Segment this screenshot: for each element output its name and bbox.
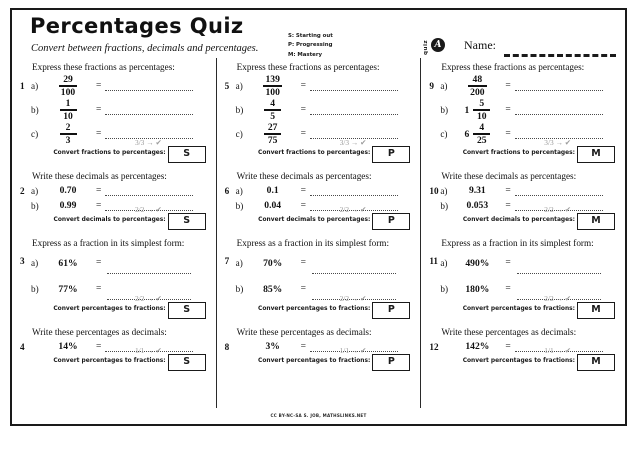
fraction — [59, 75, 77, 97]
skill-label: Convert fractions to percentages: — [462, 150, 576, 156]
question-operand — [251, 284, 295, 295]
skill-level-badge[interactable]: M — [577, 146, 615, 163]
question-part-letter: b) — [31, 284, 39, 294]
equals-sign: = — [505, 105, 511, 115]
skill-footer-row — [225, 294, 413, 318]
name-field-label: Name: — [464, 38, 496, 52]
answer-line[interactable] — [107, 273, 191, 274]
question-row — [225, 250, 413, 276]
question-part-letter: a) — [440, 258, 448, 268]
question-number: 5 — [224, 81, 230, 91]
question-row — [20, 183, 208, 198]
question-operand — [46, 75, 90, 97]
score-mark: 1/1 → ✔ — [544, 346, 572, 355]
answer-line[interactable] — [310, 195, 398, 196]
question-part-letter: b) — [440, 105, 448, 115]
skill-label: Convert percentages to fractions: — [53, 358, 166, 364]
fraction — [60, 99, 77, 121]
question-number: 2 — [20, 186, 25, 196]
question-value: 180% — [465, 283, 490, 295]
question-prompt: Write these decimals as percentages: — [441, 171, 577, 181]
score-mark: 3/3 → ✔ — [544, 138, 572, 147]
fraction-numerator: 27 — [267, 121, 278, 133]
question-value: 70% — [263, 257, 283, 269]
name-field-line[interactable] — [504, 54, 616, 57]
fraction-denominator: 3 — [65, 134, 71, 146]
skill-footer-row — [20, 294, 208, 318]
fraction — [264, 123, 281, 145]
answer-space[interactable] — [515, 252, 617, 274]
score-mark: 1/1 → ✔ — [134, 346, 162, 355]
question-value: 14% — [58, 341, 78, 352]
question-operand — [251, 123, 295, 145]
fraction — [468, 75, 486, 97]
legend-item-starting: S: Starting out — [288, 33, 333, 39]
score-mark: 2/2 → ✔ — [544, 294, 572, 303]
equals-sign: = — [300, 284, 307, 294]
question-value: 85% — [263, 283, 283, 295]
equals-sign: = — [300, 129, 307, 139]
fraction — [473, 123, 490, 145]
question-part-letter: c) — [440, 129, 448, 139]
skill-label: Convert percentages to fractions: — [53, 306, 166, 312]
question-row — [429, 98, 617, 122]
question-row — [20, 250, 208, 276]
question-operand — [46, 341, 90, 352]
equals-sign: = — [505, 341, 511, 352]
question-row — [20, 276, 208, 302]
answer-line[interactable] — [105, 195, 193, 196]
equals-sign: = — [300, 200, 307, 211]
answer-line[interactable] — [515, 90, 603, 91]
score-mark: 2/2 → ✔ — [544, 205, 572, 214]
question-row — [225, 276, 413, 302]
score-mark: 2/2 → ✔ — [134, 205, 162, 214]
question-row — [225, 74, 413, 98]
legend-item-mastery: M: Mastery — [288, 51, 323, 58]
fraction-numerator: 2 — [65, 121, 71, 133]
equals-sign: = — [96, 129, 102, 139]
page-subtitle: Convert between fractions, decimals and percentages. — [31, 43, 259, 54]
answer-line[interactable] — [517, 273, 601, 274]
question-row — [225, 183, 413, 198]
question-value: 61% — [58, 257, 78, 269]
skill-level-badge[interactable]: M — [577, 302, 615, 319]
legend-item-progressing: P: Progressing — [288, 42, 333, 49]
question-number: 12 — [429, 342, 439, 352]
question-row — [429, 122, 617, 146]
answer-line[interactable] — [105, 114, 193, 115]
question-columns — [12, 58, 625, 408]
answer-line[interactable] — [310, 114, 398, 115]
question-value: 9.31 — [468, 185, 486, 196]
fraction-numerator: 48 — [472, 73, 483, 85]
question-value: 490% — [465, 257, 490, 269]
mixed-number-whole: 6 — [464, 128, 470, 140]
question-part-letter: a) — [31, 258, 39, 268]
question-number: 3 — [20, 256, 25, 266]
question-number: 8 — [224, 342, 230, 352]
equals-sign: = — [300, 258, 307, 268]
question-operand — [251, 341, 295, 352]
question-row — [20, 198, 208, 213]
skill-label: Convert percentages to fractions: — [462, 358, 576, 364]
skill-label: Convert decimals to percentages: — [258, 217, 371, 223]
question-operand — [251, 185, 295, 196]
question-operand — [455, 185, 499, 196]
skill-label: Convert fractions to percentages: — [258, 150, 371, 156]
fraction — [473, 99, 490, 121]
equals-sign: = — [300, 185, 307, 196]
equals-sign: = — [96, 81, 102, 91]
question-operand — [455, 99, 499, 121]
answer-space[interactable] — [105, 252, 207, 274]
skill-level-badge[interactable]: S — [168, 146, 206, 163]
fraction-denominator: 25 — [476, 134, 487, 146]
question-part-letter: c) — [235, 129, 243, 139]
fraction-denominator: 5 — [270, 110, 276, 122]
equals-sign: = — [505, 284, 511, 294]
question-block — [429, 62, 617, 162]
question-prompt: Write these percentages as decimals: — [236, 327, 372, 337]
question-value: 142% — [465, 341, 490, 352]
skill-level-badge[interactable]: M — [577, 213, 615, 230]
fraction-numerator: 1 — [65, 97, 71, 109]
question-block — [225, 171, 413, 229]
question-operand — [46, 123, 90, 145]
answer-line[interactable] — [515, 195, 603, 196]
worksheet-header — [12, 10, 625, 58]
fraction-numerator: 4 — [270, 97, 276, 109]
question-row — [225, 122, 413, 146]
question-row — [429, 198, 617, 213]
equals-sign: = — [505, 129, 511, 139]
question-row — [429, 183, 617, 198]
question-block — [20, 171, 208, 229]
skill-label: Convert percentages to fractions: — [462, 306, 576, 312]
question-prompt: Express these fractions as percentages: — [32, 62, 175, 72]
question-row — [225, 198, 413, 213]
skill-level-badge[interactable]: S — [168, 213, 206, 230]
question-value: 0.04 — [264, 200, 282, 211]
question-operand — [46, 200, 90, 211]
attribution-text: CC BY-NC-SA S. JOB, MATHSLINKS.NET — [270, 413, 367, 418]
grade-legend — [288, 32, 333, 60]
question-operand — [46, 99, 90, 121]
skill-level-badge[interactable]: P — [372, 354, 410, 371]
question-operand — [455, 258, 499, 269]
fraction — [264, 99, 281, 121]
skill-label: Convert percentages to fractions: — [258, 358, 371, 364]
question-operand — [251, 99, 295, 121]
score-mark: 2/2 → ✔ — [339, 294, 367, 303]
question-part-letter: a) — [31, 81, 39, 91]
skill-level-badge[interactable]: S — [168, 302, 206, 319]
answer-line[interactable] — [105, 90, 193, 91]
fraction-numerator: 4 — [479, 121, 485, 133]
question-block — [20, 238, 208, 318]
question-part-letter: b) — [31, 105, 39, 115]
question-row — [429, 250, 617, 276]
question-value: 77% — [58, 283, 78, 295]
question-operand — [46, 284, 90, 295]
skill-label: Convert decimals to percentages: — [462, 217, 576, 223]
question-column-1 — [12, 58, 216, 408]
equals-sign: = — [300, 105, 307, 115]
question-part-letter: b) — [440, 200, 448, 211]
fraction — [60, 123, 77, 145]
question-number: 10 — [429, 186, 439, 196]
question-part-letter: b) — [235, 284, 244, 294]
score-mark: 1/1 → ✔ — [339, 346, 367, 355]
skill-level-badge[interactable]: P — [372, 146, 410, 163]
skill-level-badge[interactable]: P — [372, 213, 410, 230]
question-prompt: Express as a fraction in its simplest form: — [32, 238, 185, 248]
question-row — [225, 339, 413, 354]
question-row — [429, 339, 617, 354]
question-prompt: Write these decimals as percentages: — [32, 171, 167, 181]
question-part-letter: a) — [440, 185, 448, 196]
score-mark: 2/2 → ✔ — [134, 294, 162, 303]
fraction-denominator: 10 — [476, 110, 487, 122]
question-part-letter: a) — [235, 185, 243, 196]
question-row — [225, 98, 413, 122]
question-operand — [251, 258, 295, 269]
equals-sign: = — [96, 258, 102, 268]
question-part-letter: a) — [440, 81, 448, 91]
question-row — [429, 276, 617, 302]
question-value: 0.99 — [59, 200, 77, 211]
answer-line[interactable] — [312, 273, 396, 274]
question-value: 0.1 — [266, 185, 279, 196]
fraction-denominator: 100 — [60, 86, 76, 98]
question-part-letter: a) — [31, 185, 39, 196]
question-block — [20, 62, 208, 162]
question-prompt: Express as a fraction in its simplest form: — [236, 238, 390, 248]
question-part-letter: b) — [31, 200, 39, 211]
fraction-denominator: 200 — [470, 86, 485, 98]
score-mark: 3/3 → ✔ — [134, 138, 162, 147]
question-part-letter: a) — [235, 81, 243, 91]
fraction-denominator: 75 — [267, 134, 278, 146]
question-block — [225, 327, 413, 370]
question-block — [429, 171, 617, 229]
skill-level-badge[interactable]: P — [372, 302, 410, 319]
question-number: 7 — [224, 256, 230, 266]
fraction — [263, 75, 281, 97]
skill-footer-row — [429, 294, 617, 318]
question-row — [20, 98, 208, 122]
equals-sign: = — [96, 284, 102, 294]
equals-sign: = — [300, 341, 307, 352]
question-prompt: Express as a fraction in its simplest form: — [441, 238, 594, 248]
question-part-letter: b) — [235, 200, 244, 211]
question-block — [225, 62, 413, 162]
footer — [12, 404, 625, 422]
question-prompt: Write these percentages as decimals: — [32, 327, 167, 337]
equals-sign: = — [505, 81, 511, 91]
question-value: 3% — [265, 341, 280, 352]
question-block — [429, 238, 617, 318]
brand-logo-icon: A — [431, 38, 445, 52]
question-row — [20, 74, 208, 98]
question-number: 9 — [429, 81, 434, 91]
question-number: 4 — [20, 342, 25, 352]
fraction-denominator: 100 — [265, 86, 280, 98]
skill-level-badge[interactable]: S — [168, 354, 206, 371]
question-operand — [455, 123, 499, 145]
mixed-number-whole: 1 — [464, 104, 470, 116]
quiz-vertical-text: quiz — [423, 39, 429, 55]
equals-sign: = — [505, 258, 511, 268]
skill-label: Convert fractions to percentages: — [53, 150, 166, 156]
fraction-numerator: 5 — [479, 97, 485, 109]
equals-sign: = — [300, 81, 307, 91]
equals-sign: = — [505, 185, 511, 196]
fraction-numerator: 29 — [63, 73, 73, 85]
question-value: 0.70 — [59, 185, 77, 196]
skill-label: Convert percentages to fractions: — [258, 306, 371, 312]
fraction-denominator: 10 — [63, 110, 73, 122]
question-part-letter: b) — [235, 105, 244, 115]
question-operand — [251, 75, 295, 97]
skill-footer-row — [20, 138, 208, 162]
question-operand — [455, 75, 499, 97]
equals-sign: = — [96, 200, 102, 211]
answer-space[interactable] — [310, 252, 412, 274]
equals-sign: = — [505, 200, 511, 211]
question-block — [20, 327, 208, 370]
fraction-numerator: 139 — [265, 73, 280, 85]
question-operand — [455, 284, 499, 295]
score-mark: 2/2 → ✔ — [339, 205, 367, 214]
skill-footer-row — [225, 346, 413, 370]
equals-sign: = — [96, 185, 102, 196]
question-operand — [46, 185, 90, 196]
question-operand — [455, 200, 499, 211]
skill-label: Convert decimals to percentages: — [53, 217, 166, 223]
worksheet-sheet — [10, 8, 627, 426]
question-operand — [455, 341, 499, 352]
question-part-letter: c) — [31, 129, 39, 139]
question-number: 6 — [224, 186, 230, 196]
question-prompt: Write these percentages as decimals: — [441, 327, 577, 337]
answer-line[interactable] — [310, 90, 398, 91]
question-value: 0.053 — [466, 200, 489, 211]
page-title: Percentages Quiz — [30, 14, 244, 38]
skill-level-badge[interactable]: M — [577, 354, 615, 371]
question-number: 11 — [429, 256, 439, 266]
question-row — [20, 122, 208, 146]
question-prompt: Express these fractions as percentages: — [236, 62, 380, 72]
question-prompt: Express these fractions as percentages: — [441, 62, 585, 72]
score-mark: 3/3 → ✔ — [339, 138, 367, 147]
question-row — [429, 74, 617, 98]
question-part-letter: b) — [440, 284, 448, 294]
question-row — [20, 339, 208, 354]
question-part-letter: a) — [235, 258, 243, 268]
question-column-2 — [216, 58, 421, 408]
equals-sign: = — [96, 341, 102, 352]
question-block — [225, 238, 413, 318]
question-number: 1 — [20, 81, 25, 91]
question-operand — [251, 200, 295, 211]
equals-sign: = — [96, 105, 102, 115]
question-operand — [46, 258, 90, 269]
answer-line[interactable] — [515, 114, 603, 115]
question-block — [429, 327, 617, 370]
question-column-3 — [420, 58, 625, 408]
question-prompt: Write these decimals as percentages: — [236, 171, 372, 181]
